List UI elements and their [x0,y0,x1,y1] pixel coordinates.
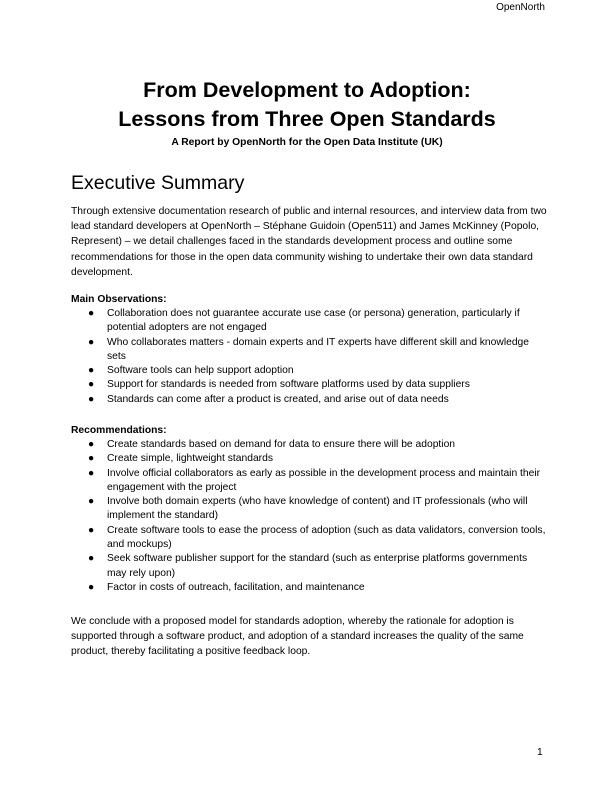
page-number: 1 [537,747,543,758]
list-item: ● Involve both domain experts (who have knowledge of content) and IT professionals (who will implement the standard) [88,496,528,522]
bullet-icon: ● [88,467,95,479]
bullet-icon: ● [88,308,95,319]
bullet-icon: ● [88,581,95,593]
bullet-icon: ● [88,379,95,391]
list-item: ● Support for standards is needed from software platforms used by data suppliers [71,378,549,392]
recommendations-list [71,438,549,595]
intro-paragraph: Through extensive documentation research of public and internal resources, and interview data from two lead standard developers at OpenNorth – Stéphane Guidoin (Open511) and James McKinney (Popolo, Represent) – we detail challenges faced in the standards development process and outline some recommendations for those in the open data community wishing to undertake their own data standard development. [71,206,547,278]
list-item: ● Involve official collaborators as early as possible in the development process and maintain their engagement with the project [88,467,541,493]
bullet-icon: ● [88,524,95,536]
list-item: ● Who collaborates matters - domain experts and IT experts have different skill and knowledge sets [88,336,530,362]
recommendations-label: Recommendations: [71,425,167,436]
conclusion-paragraph: We conclude with a proposed model for standards adoption, whereby the rationale for adoption is supported through a software product, and adoption of a standard increases the quality of the same product, thereby facilitating a positive feedback loop. [71,616,524,658]
bullet-icon: ● [88,365,95,377]
bullet-icon: ● [88,553,95,565]
bullet-icon: ● [88,393,95,405]
list-item: ● Software tools can help support adoption [71,364,549,378]
list-item: ● Create simple, lightweight standards [71,452,549,466]
title-line-2: Lessons from Three Open Standards [118,107,496,131]
list-item: ● Factor in costs of outreach, facilitation, and maintenance [71,581,549,595]
list-item: ● Create software tools to ease the process of adoption (such as data validators, conversion tools, and mockups) [88,524,546,551]
bullet-icon: ● [88,496,95,508]
section-heading-executive-summary: Executive Summary [71,172,245,194]
header-org-name: OpenNorth [496,2,545,13]
title-line-1: From Development to Adoption: [143,78,471,102]
report-subtitle: A Report by OpenNorth for the Open Data Institute (UK) [171,137,443,148]
bullet-icon: ● [88,336,95,348]
list-item: ● Standards can come after a product is created, and arise out of data needs [71,393,549,407]
bullet-icon: ● [88,453,95,465]
observations-label: Main Observations: [71,294,167,305]
list-item: ● Create standards based on demand for data to ensure there will be adoption [71,438,549,452]
bullet-icon: ● [88,439,95,450]
list-item: ● Collaboration does not guarantee accurate use case (or persona) generation, particularly if potential adopters are not engaged [88,308,520,334]
list-item: ● Seek software publisher support for the standard (such as enterprise platforms governments may rely upon) [88,553,528,579]
observations-list [71,307,549,407]
page-title [0,76,614,134]
